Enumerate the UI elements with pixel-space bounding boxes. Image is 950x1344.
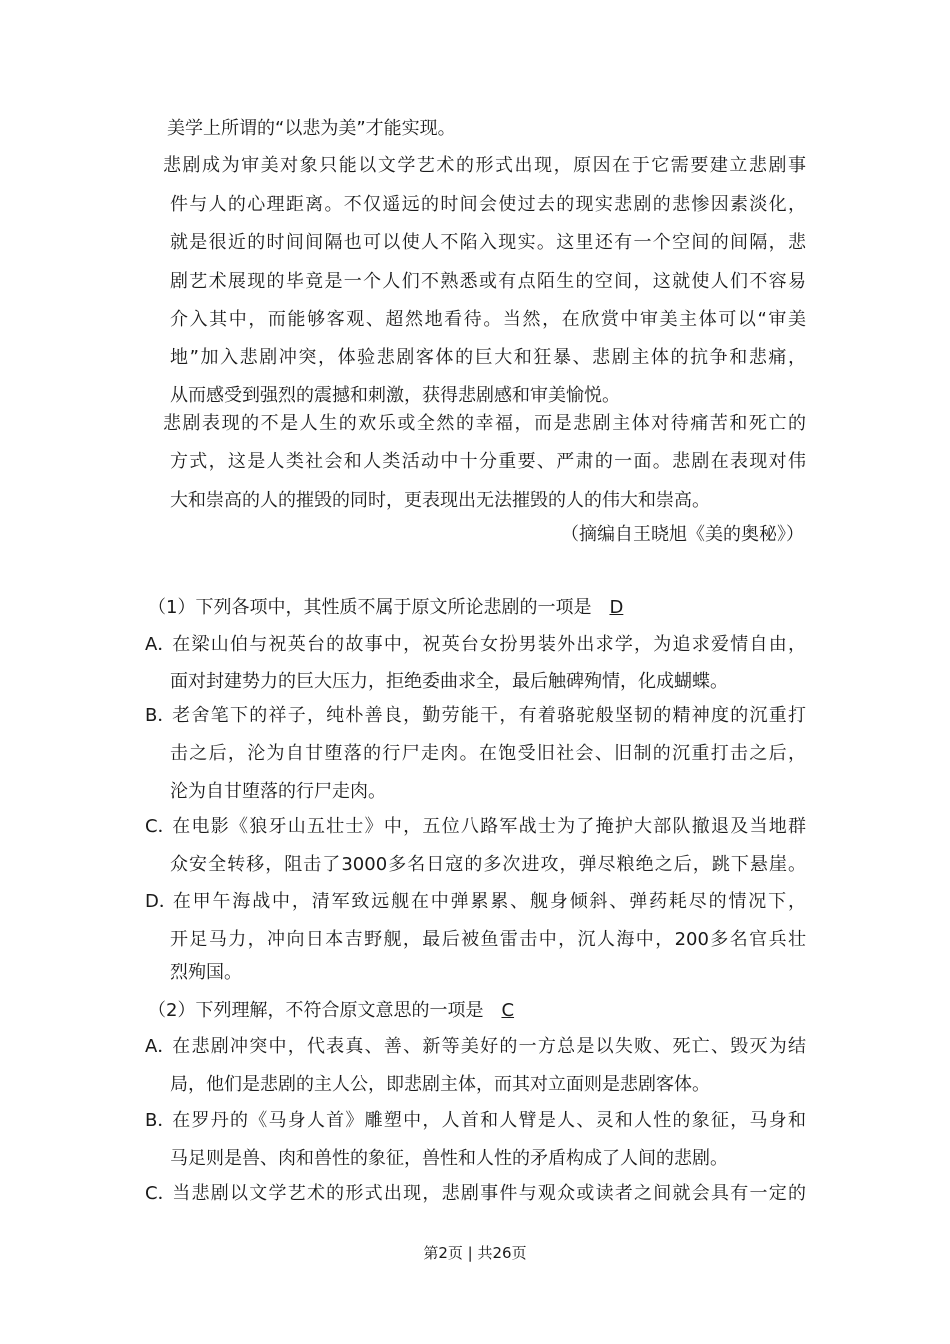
option-line: 开足马力，冲向日本吉野舰，最后被鱼雷击中，沉人海中，200多名官兵壮 (170, 929, 806, 950)
passage-line: 就是很近的时间间隔也可以使人不陷入现实。这里还有一个空间的间隔，悲 (170, 232, 806, 253)
option-line: 面对封建势力的巨大压力，拒绝委曲求全，最后触碑殉情，化成蝴蝶。 (170, 671, 728, 692)
option-line: 烈殉国。 (170, 962, 242, 983)
passage-line: 悲剧表现的不是人生的欢乐或全然的幸福，而是悲剧主体对待痛苦和死亡的 (163, 413, 806, 434)
option-c (145, 816, 806, 838)
passage-line: 美学上所谓的“以悲为美”才能实现。 (167, 118, 456, 139)
answer: C (501, 1000, 515, 1021)
question-stem (148, 1000, 514, 1022)
option-line: 众安全转移，阻击了3000多名日寇的多次进攻，弹尽粮绝之后，跳下悬崖。 (170, 854, 806, 875)
option-text: 在梁山伯与祝英台的故事中，祝英台女扮男装外出求学，为追求爱情自由， (171, 634, 806, 655)
option-text: 当悲剧以文学艺术的形式出现，悲剧事件与观众或读者之间就会具有一定的 (171, 1183, 806, 1204)
passage-line: 剧艺术展现的毕竟是一个人们不熟悉或有点陌生的空间，这就使人们不容易 (170, 271, 806, 292)
option-b (145, 705, 806, 727)
option-text: 在悲剧冲突中，代表真、善、新等美好的一方总是以失败、死亡、毁灭为结 (171, 1036, 806, 1057)
option-text: 在罗丹的《马身人首》雕塑中，人首和人臂是人、灵和人性的象征，马身和 (171, 1110, 806, 1131)
option-letter: D． (145, 891, 177, 912)
passage-line: 介入其中，而能够客观、超然地看待。当然，在欣赏中审美主体可以“审美 (170, 309, 806, 330)
question-text: （1）下列各项中，其性质不属于原文所论悲剧的一项是 (148, 597, 592, 618)
option-text: 在电影《狼牙山五壮士》中，五位八路军战士为了掩护大部队撤退及当地群 (171, 816, 806, 837)
passage-line: 方式，这是人类社会和人类活动中十分重要、严肃的一面。悲剧在表现对伟 (170, 451, 806, 472)
option-letter: B． (145, 1110, 176, 1131)
option-b (145, 1110, 806, 1132)
option-line: 局，他们是悲剧的主人公，即悲剧主体，而其对立面则是悲剧客体。 (170, 1074, 710, 1095)
passage-line: 从而感受到强烈的震撼和刺激，获得悲剧感和审美愉悦。 (170, 385, 620, 406)
option-line: 击之后，沦为自甘堕落的行尸走肉。在饱受旧社会、旧制的沉重打击之后， (170, 743, 806, 764)
option-letter: C． (145, 816, 176, 837)
answer: D (609, 597, 624, 618)
passage-line: 件与人的心理距离。不仅遥远的时间会使过去的现实悲剧的悲惨因素淡化， (170, 194, 806, 215)
option-a (145, 1036, 806, 1058)
option-c (145, 1183, 806, 1205)
option-line: 沦为自甘堕落的行尸走肉。 (170, 781, 386, 802)
page-footer: 第2页 | 共26页 (423, 1244, 527, 1262)
option-letter: A． (145, 634, 176, 655)
question-stem (148, 597, 623, 619)
option-d (145, 891, 806, 913)
option-letter: B． (145, 705, 176, 726)
option-a (145, 634, 806, 656)
passage-line: 悲剧成为审美对象只能以文学艺术的形式出现，原因在于它需要建立悲剧事 (163, 155, 806, 176)
option-line: 马足则是兽、肉和兽性的象征，兽性和人性的矛盾构成了人间的悲剧。 (170, 1148, 728, 1169)
passage-source: （摘编自王晓旭《美的奥秘》） (561, 524, 804, 545)
option-text: 老舍笔下的祥子，纯朴善良，勤劳能干，有着骆驼般坚韧的精神度的沉重打 (171, 705, 806, 726)
option-letter: C． (145, 1183, 176, 1204)
passage-line: 大和崇高的人的摧毁的同时，更表现出无法摧毁的人的伟大和崇高。 (170, 490, 710, 511)
option-text: 在甲午海战中，清军致远舰在中弹累累、舰身倾斜、弹药耗尽的情况下， (171, 891, 806, 912)
passage-line: 地”加入悲剧冲突，体验悲剧客体的巨大和狂暴、悲剧主体的抗争和悲痛， (170, 347, 806, 368)
question-text: （2）下列理解，不符合原文意思的一项是 (148, 1000, 484, 1021)
option-letter: A． (145, 1036, 176, 1057)
